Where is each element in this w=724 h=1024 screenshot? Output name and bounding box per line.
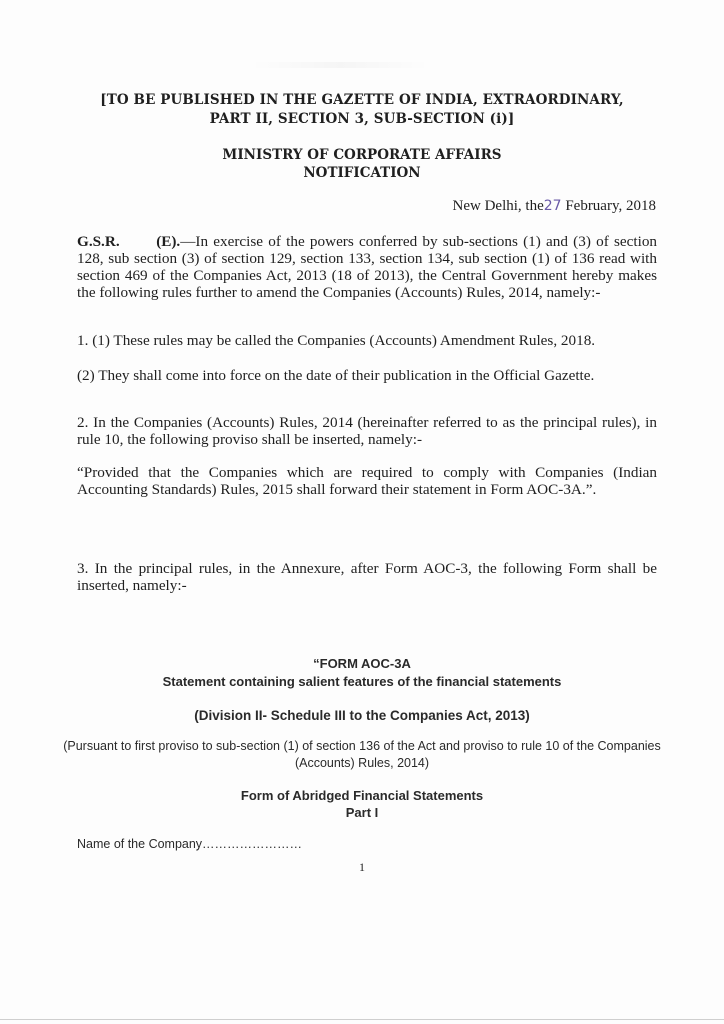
dateline-day-handwritten: 27	[543, 198, 562, 214]
form-pursuant-note: (Pursuant to first proviso to sub-section (1) of section 136 of the Act and proviso to rule 10 of the Companies (Accounts) Rules, 2014)	[63, 739, 661, 770]
gsr-text: —In exercise of the powers conferred by sub-sections (1) and (3) of section 128, sub section (3) of section 129, section 133, section 134, sub section (1) of 136 read with section 469 of the Companies Act, 2013 (18 of 2013), the Central Government hereby makes the following rules further to amend the Companies (Accounts) Rules, 2014, namely:-	[77, 233, 658, 301]
form-subtitle: Statement containing salient features of the financial statements	[162, 674, 562, 689]
rule-2-proviso: “Provided that the Companies which are required to comply with Companies (Indian Accounting Standards) Rules, 2015 shall forward their statement in Form AOC-3A.”.	[77, 464, 657, 498]
page-number: 1	[359, 860, 365, 874]
gazette-header-line-2: PART II, SECTION 3, SUB-SECTION (i)]	[209, 111, 515, 127]
rule-3-paragraph: 3. In the principal rules, in the Annexure, after Form AOC-3, the following Form shall be inserted, namely:-	[77, 560, 657, 594]
rule-1-part-1: 1. (1) These rules may be called the Companies (Accounts) Amendment Rules, 2018.	[77, 332, 596, 349]
gazette-header	[60, 91, 664, 129]
notification-title: NOTIFICATION	[303, 165, 421, 181]
form-part-heading: Part I	[345, 805, 379, 820]
form-title: “FORM AOC-3A	[313, 656, 411, 671]
rule-1-part-2: (2) They shall come into force on the date of their publication in the Official Gazette.	[77, 367, 595, 384]
dateline	[453, 197, 657, 215]
gsr-paragraph	[77, 233, 657, 301]
gsr-label: G.S.R.	[77, 233, 120, 250]
ministry-heading	[60, 146, 664, 182]
dateline-prefix: New Delhi, the	[452, 198, 544, 214]
gazette-header-line-1: [TO BE PUBLISHED IN THE GAZETTE OF INDIA, EXTRAORDINARY,	[100, 92, 624, 108]
page-bottom-edge	[0, 1019, 724, 1020]
ministry-name: MINISTRY OF CORPORATE AFFAIRS	[222, 147, 502, 163]
scan-artifact	[250, 62, 430, 68]
form-division: (Division II- Schedule III to the Companies Act, 2013)	[194, 708, 530, 723]
form-abridged-heading: Form of Abridged Financial Statements	[240, 788, 484, 803]
rule-2-paragraph: 2. In the Companies (Accounts) Rules, 2014 (hereinafter referred to as the principal rules), in rule 10, the following proviso shall be inserted, namely:-	[77, 414, 657, 448]
company-name-field: Name of the Company……………………	[77, 837, 303, 851]
dateline-suffix: February, 2018	[565, 198, 656, 214]
gsr-code: (E).	[156, 233, 181, 250]
